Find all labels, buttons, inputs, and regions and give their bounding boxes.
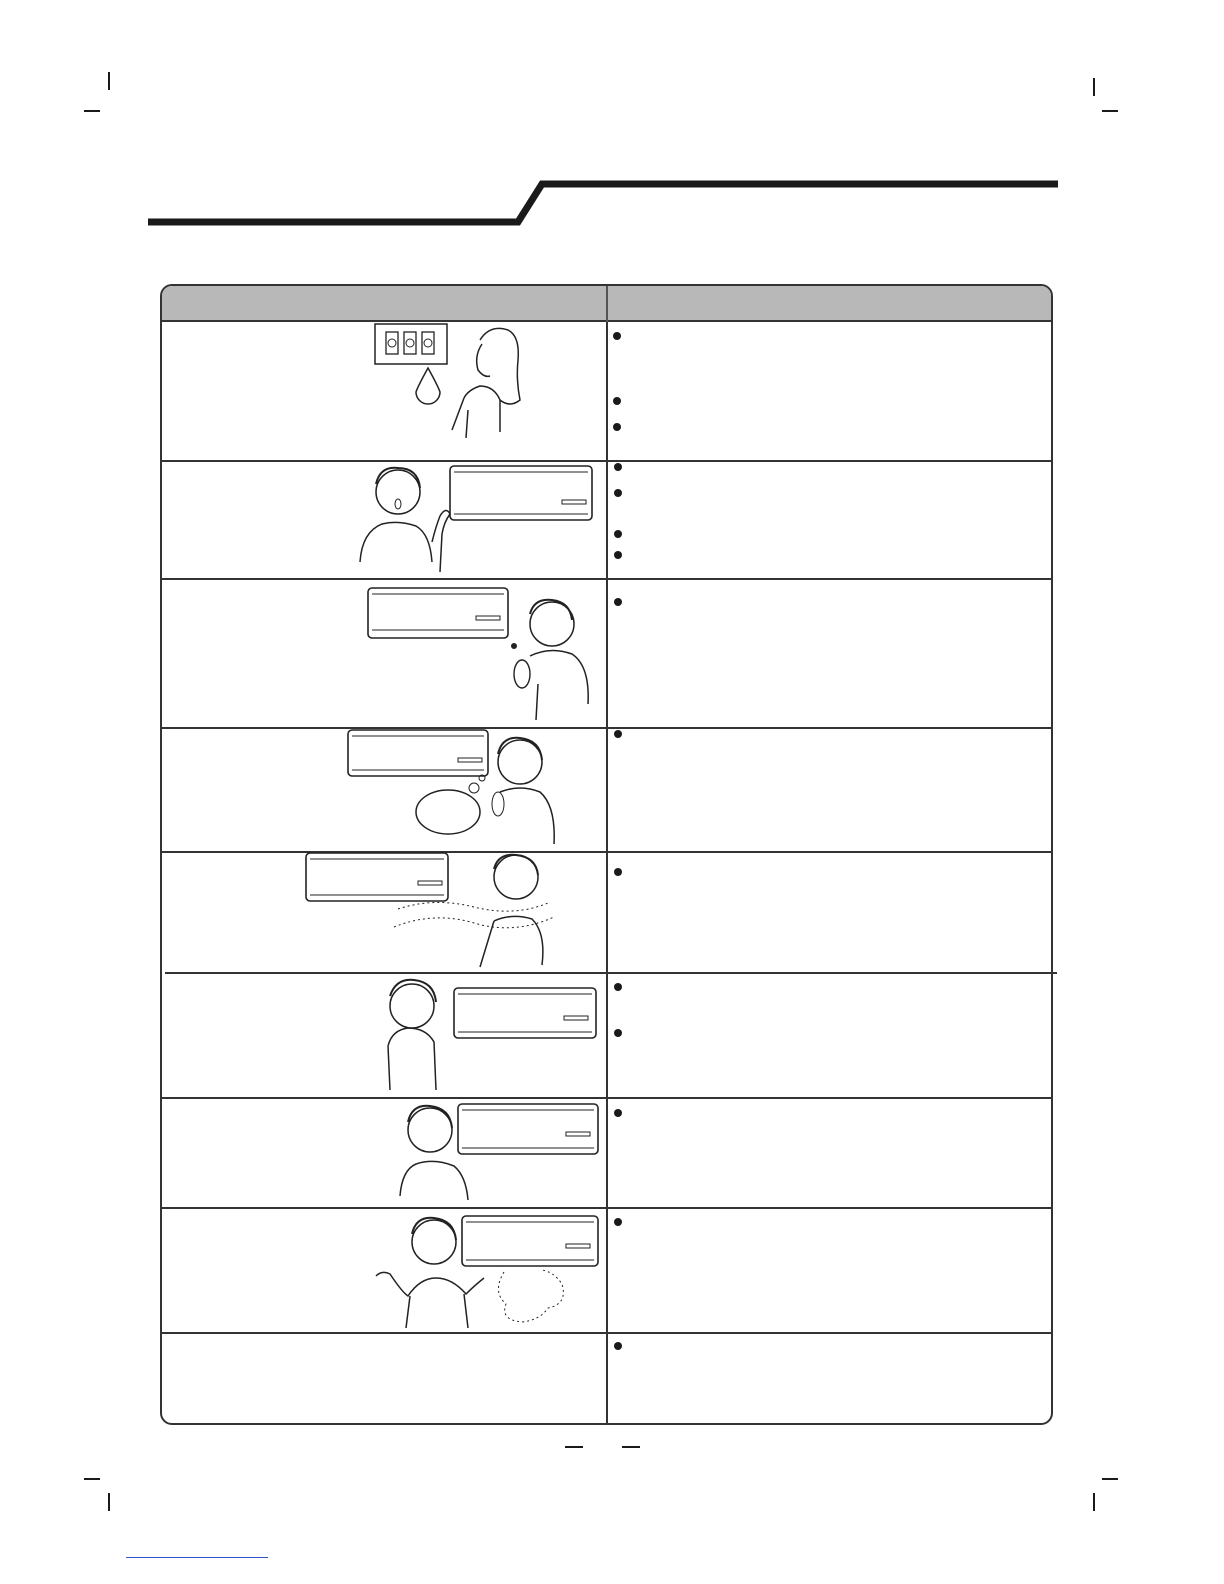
bullet xyxy=(614,1342,622,1350)
bullet xyxy=(614,489,622,497)
row-divider xyxy=(165,972,1057,974)
bullet xyxy=(614,983,622,991)
page-number-dash-left xyxy=(565,1446,583,1448)
bullet xyxy=(614,598,622,606)
row-divider xyxy=(162,578,1051,580)
woman-hand-on-ear-illustration xyxy=(394,1100,600,1204)
crop-mark xyxy=(84,1478,100,1480)
crop-mark xyxy=(1102,110,1118,112)
bullet xyxy=(613,332,621,340)
header-divider xyxy=(606,286,608,322)
bullet xyxy=(614,530,622,538)
column-divider xyxy=(606,322,608,1423)
crop-mark xyxy=(1093,1493,1095,1511)
bullet xyxy=(613,397,621,405)
bullet xyxy=(613,423,621,431)
page-number-dash-right xyxy=(622,1446,640,1448)
row-divider xyxy=(162,1332,1051,1334)
row-divider xyxy=(162,1097,1051,1099)
crop-mark xyxy=(84,110,100,112)
section-header-bar xyxy=(148,178,1058,228)
bullet xyxy=(614,1109,622,1117)
bullet xyxy=(614,1218,622,1226)
woman-thinking-with-remote-illustration xyxy=(344,728,564,848)
troubleshooting-table xyxy=(160,284,1053,1425)
footer-link-underline[interactable] xyxy=(126,1557,268,1558)
woman-pressing-remote-illustration xyxy=(364,584,600,724)
row-divider xyxy=(162,1207,1051,1209)
woman-shrugging-mist-illustration xyxy=(372,1212,600,1330)
bullet xyxy=(614,868,622,876)
row-divider xyxy=(162,460,1051,462)
table-header xyxy=(162,286,1051,322)
bullet xyxy=(614,730,622,738)
woman-listening-illustration xyxy=(384,976,600,1094)
crop-mark xyxy=(1102,1478,1118,1480)
bullet xyxy=(614,463,622,471)
woman-smelling-odor-illustration xyxy=(304,851,554,971)
bullet xyxy=(614,1029,622,1037)
row-divider xyxy=(162,851,1051,853)
crop-mark xyxy=(108,72,110,90)
row-divider xyxy=(162,727,1051,729)
woman-surprised-pointing-illustration xyxy=(350,462,600,578)
bullet xyxy=(614,551,622,559)
crop-mark xyxy=(1093,78,1095,96)
woman-looking-at-breaker-illustration xyxy=(360,320,550,440)
crop-mark xyxy=(108,1493,110,1511)
